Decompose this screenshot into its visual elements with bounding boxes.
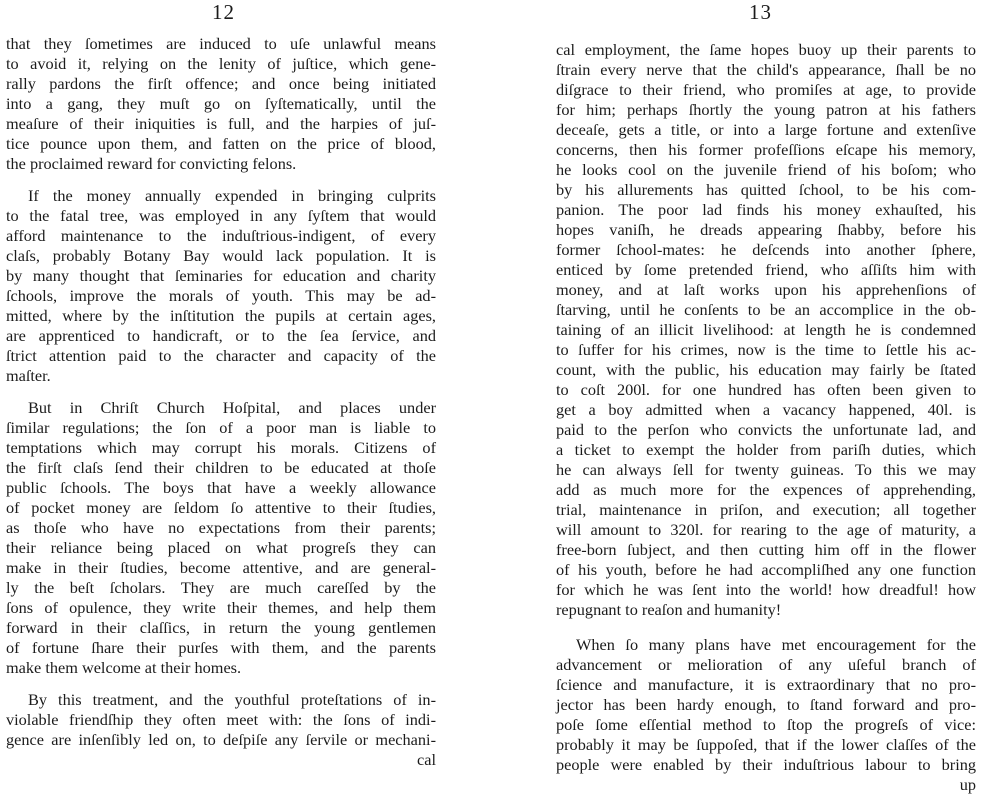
text-line: rally pardons the firſt offence; and once being initiated: [6, 74, 436, 93]
text-line: a ticket to exempt the holder from pariſh duties, which: [556, 440, 976, 459]
text-line: make them welcome at their homes.: [6, 658, 242, 677]
text-line: afford maintenance to the induſtrious-indigent, of every: [6, 226, 436, 245]
text-line: people were enabled by their induſtrious labour to bring: [556, 755, 976, 774]
text-line: temptations which may corrupt his morals. Citizens of: [6, 438, 436, 457]
text-line: ſtarving, until he conſents to be an accomplice in the ob-: [556, 300, 976, 319]
text-line: ſimilar regulations; the ſon of a poor man is liable to: [6, 418, 436, 437]
text-line: their reliance being placed on what progreſs they can: [6, 538, 436, 557]
text-line: meaſure of their iniquities is full, and the harpies of juſ-: [6, 114, 436, 133]
text-line: ly the beſt ſcholars. They are much careſſed by the: [6, 578, 436, 597]
text-line: diſgrace to their friend, who promiſes at age, to provide: [556, 80, 976, 99]
catchword: cal: [417, 750, 436, 769]
text-line: the firſt claſs ſend their children to be educated at thoſe: [6, 458, 436, 477]
text-line: advancement or melioration of any uſeful branch of: [556, 655, 976, 674]
text-line: deceaſe, gets a title, or into a large fortune and extenſive: [556, 120, 976, 139]
text-line: ſtrict attention paid to the character and capacity of the: [6, 346, 436, 365]
text-line: to the fatal tree, was employed in any ſyſtem that would: [6, 206, 436, 225]
text-line: cal employment, the ſame hopes buoy up their parents to: [556, 40, 976, 59]
page-number: 13: [749, 0, 772, 24]
text-line: If the money annually expended in bringing culprits: [28, 186, 436, 205]
text-line: violable friendſhip they often meet with: the ſons of indi-: [6, 710, 436, 729]
text-line: ſcience and manufacture, it is extraordinary that no pro-: [556, 675, 976, 694]
text-line: ſons of opulence, they write their themes, and help them: [6, 598, 436, 617]
text-line: by many thought that ſeminaries for education and charity: [6, 266, 436, 285]
text-line: he can always ſell for twenty guineas. To this we may: [556, 460, 976, 479]
text-line: enticed by ſome pretended friend, who aſſiſts him with: [556, 260, 976, 279]
text-line: hopes vaniſh, he dreads appearing ſhabby, before his: [556, 220, 976, 239]
text-line: get a boy admitted when a vacancy happened, 40l. is: [556, 400, 976, 419]
text-line: forward in their claſſics, in return the young gentlemen: [6, 618, 436, 637]
text-line: gence are inſenſibly led on, to deſpiſe any ſervile or mechani-: [6, 730, 436, 749]
text-line: claſs, probably Botany Bay would lack population. It is: [6, 246, 436, 265]
text-line: he looks cool on the juvenile friend of his boſom; who: [556, 160, 976, 179]
text-line: maſter.: [6, 366, 51, 385]
text-line: make in their ſtudies, become attentive, and are general-: [6, 558, 436, 577]
text-line: But in Chriſt Church Hoſpital, and places under: [28, 398, 436, 417]
text-line: of fortune ſhare their purſes with them, and the parents: [6, 638, 436, 657]
text-line: jector has been hardy enough, to ſtand forward and pro-: [556, 695, 976, 714]
catchword: up: [959, 775, 976, 794]
text-line: repugnant to reaſon and humanity!: [556, 600, 782, 619]
text-line: of pocket money are ſeldom ſo attentive to their ſtudies,: [6, 498, 436, 517]
text-line: will amount to 320l. for rearing to the age of maturity, a: [556, 520, 976, 539]
text-line: for him; perhaps ſhortly the young patron at his fathers: [556, 100, 976, 119]
text-line: former ſchool-mates: he deſcends into another ſphere,: [556, 240, 976, 259]
text-line: concerns, then his former profeſſions eſcape his memory,: [556, 140, 976, 159]
text-line: for which he was ſent into the world! how dreadful! how: [556, 580, 976, 599]
text-line: ſchools, improve the morals of youth. This may be ad-: [6, 286, 436, 305]
text-line: panion. The poor lad finds his money exhauſted, his: [556, 200, 976, 219]
text-line: to coſt 200l. for one hundred has often been given to: [556, 380, 976, 399]
text-line: trial, maintenance in priſon, and execution; all together: [556, 500, 976, 519]
text-line: count, with the public, his education may fairly be ſtated: [556, 360, 976, 379]
text-line: by his allurements has quitted ſchool, to be his com-: [556, 180, 976, 199]
text-line: of his youth, before he had accompliſhed any one function: [556, 560, 976, 579]
text-line: paid to the perſon who convicts the unfortunate lad, and: [556, 420, 976, 439]
text-line: add as much more for the expences of apprehending,: [556, 480, 976, 499]
page-number: 12: [212, 0, 235, 24]
text-line: that they ſometimes are induced to uſe unlawful means: [6, 34, 436, 53]
text-line: the proclaimed reward for convicting felons.: [6, 154, 297, 173]
text-line: poſe ſome eſſential method to ſtop the progreſs of vice:: [556, 715, 976, 734]
text-line: When ſo many plans have met encouragement for the: [576, 635, 976, 654]
text-line: ſtrain every nerve that the child's appearance, ſhall be no: [556, 60, 976, 79]
text-line: probably it may be ſuppoſed, that if the lower claſſes of the: [556, 735, 976, 754]
text-line: public ſchools. The boys that have a weekly allowance: [6, 478, 436, 497]
text-line: tice pounce upon them, and fatten on the price of blood,: [6, 134, 436, 153]
text-line: to ſuffer for his crimes, now is the time to ſettle his ac-: [556, 340, 976, 359]
text-line: mitted, where by the inſtitution the pupils at certain ages,: [6, 306, 436, 325]
text-line: into a gang, they muſt go on ſyſtematically, until the: [6, 94, 436, 113]
text-line: are apprenticed to handicraft, or to the ſea ſervice, and: [6, 326, 436, 345]
text-line: By this treatment, and the youthful proteſtations of in-: [28, 690, 436, 709]
text-line: money, and at laſt works upon his apprehenſions of: [556, 280, 976, 299]
text-line: as thoſe who have no expectations from their parents;: [6, 518, 436, 537]
right-page: [500, 0, 1000, 799]
text-line: taining of an illicit livelihood: at length he is condemned: [556, 320, 976, 339]
text-line: free-born ſubject, and then cutting him off in the flower: [556, 540, 976, 559]
text-line: to avoid it, relying on the lenity of juſtice, which gene-: [6, 54, 436, 73]
